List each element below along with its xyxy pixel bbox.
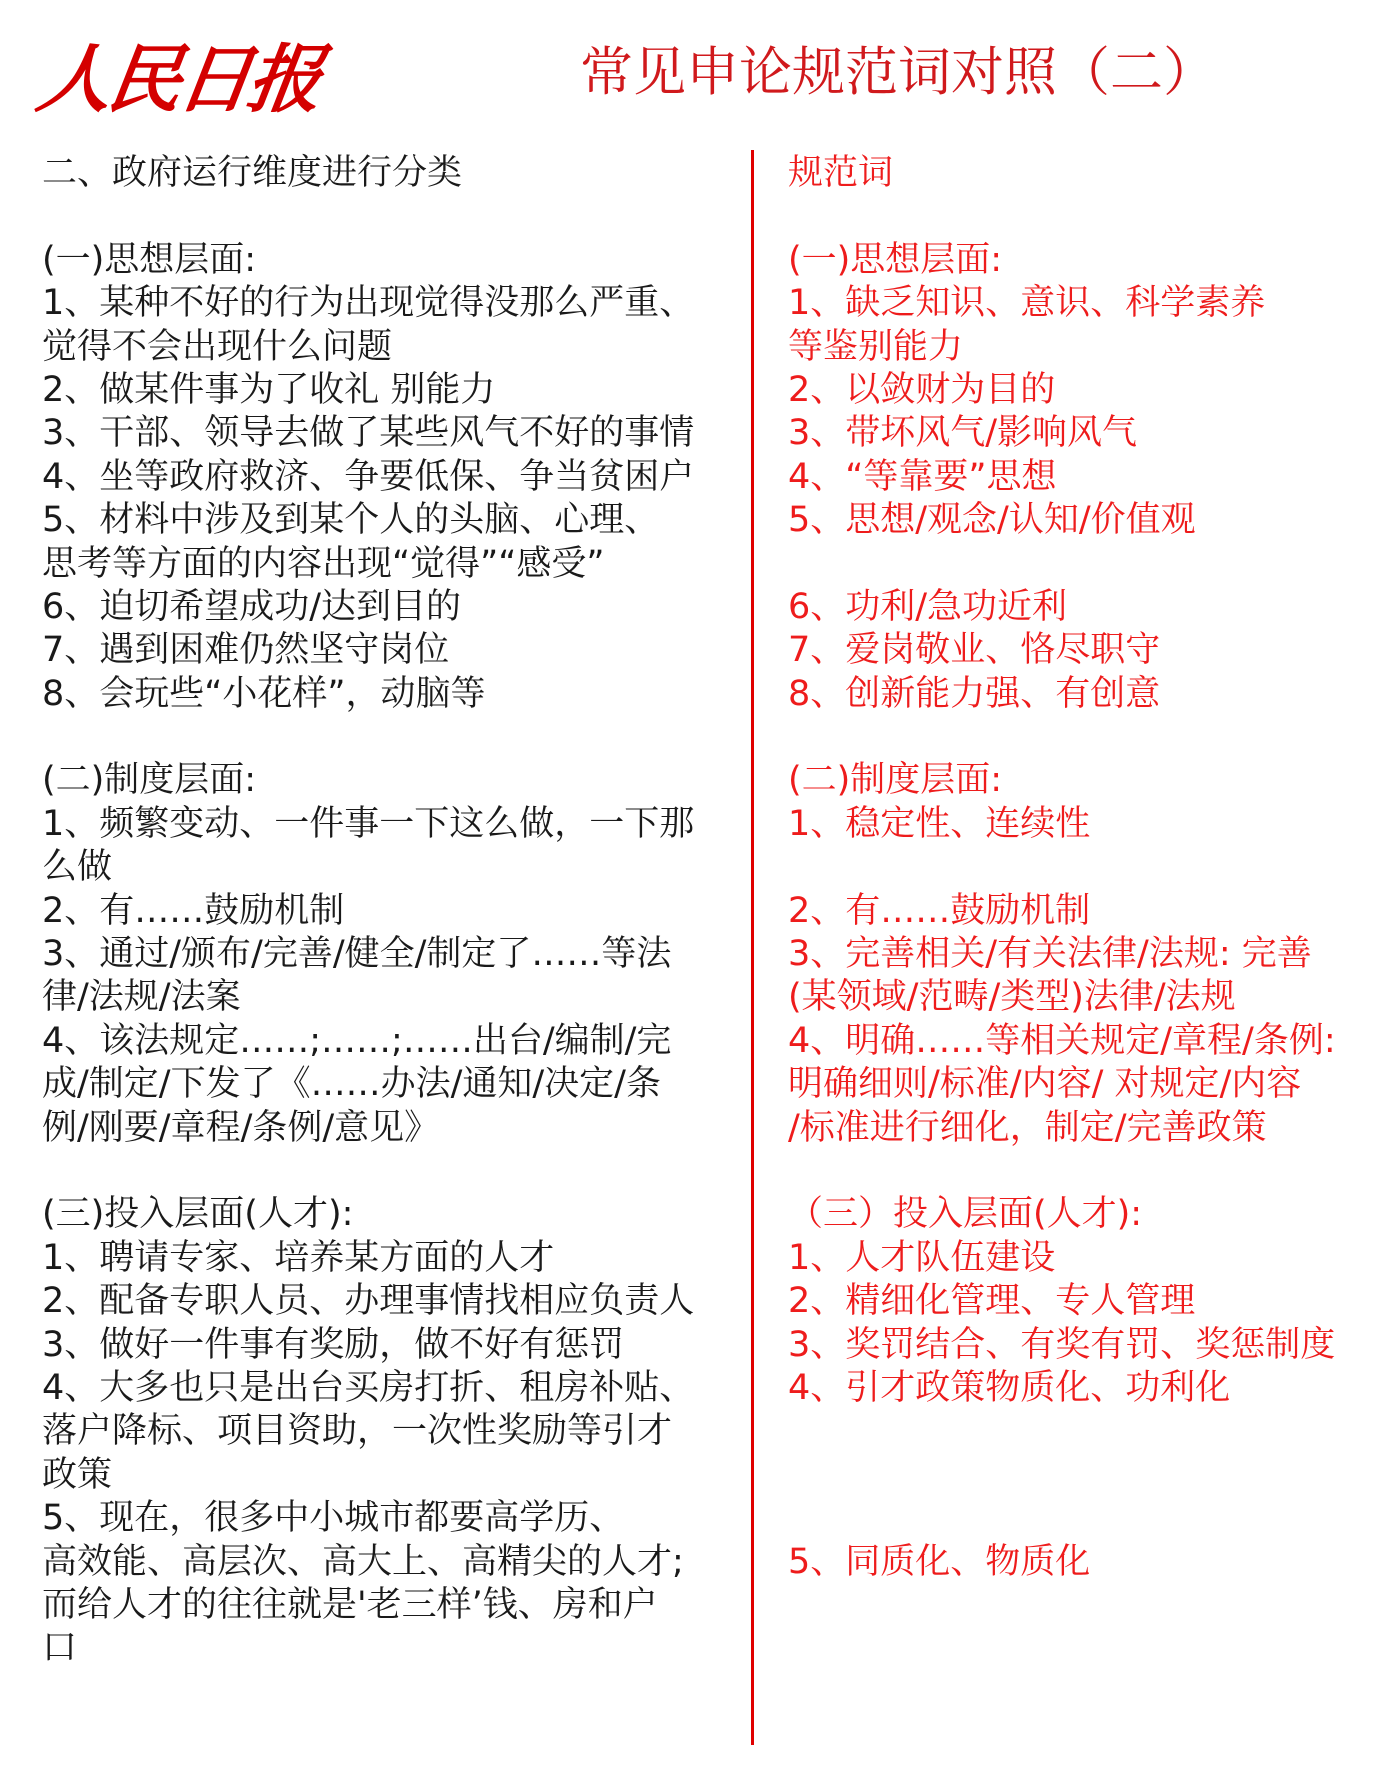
left-column-line: 1、聘请专家、培养某方面的人才 bbox=[42, 1237, 555, 1278]
right-column-line: 7、爱岗敬业、恪尽职守 bbox=[788, 630, 1161, 671]
left-column-line bbox=[42, 716, 732, 759]
left-column-line: 1、某种不好的行为出现觉得没那么严重、 bbox=[42, 283, 695, 324]
left-column-line: 二、政府运行维度进行分类 bbox=[42, 153, 463, 193]
left-column-line: 7、遇到困难仍然坚守岗位 bbox=[42, 630, 450, 671]
left-column-line: 思考等方面的内容出现“觉得”“感受” bbox=[42, 543, 605, 584]
right-column-line bbox=[788, 846, 1368, 889]
left-column-line: 2、做某件事为了收礼 别能力 bbox=[42, 369, 496, 410]
right-column-line: 4、引才政策物质化、功利化 bbox=[788, 1367, 1231, 1408]
left-column-line: 3、通过/颁布/完善/健全/制定了……等法 bbox=[42, 934, 672, 975]
left-column-line: 5、材料中涉及到某个人的头脑、心理、 bbox=[42, 500, 660, 541]
right-column-line: (一)思想层面: bbox=[788, 239, 1003, 280]
right-column-line: (某领域/范畴/类型)法律/法规 bbox=[788, 977, 1236, 1018]
left-column-line: 2、配备专职人员、办理事情找相应负责人 bbox=[42, 1281, 695, 1322]
right-column-line: 3、奖罚结合、有奖有罚、奖惩制度 bbox=[788, 1324, 1336, 1365]
right-column-line: (二)制度层面: bbox=[788, 760, 1003, 801]
column-divider bbox=[751, 150, 754, 1745]
left-column-line: (三)投入层面(人才): bbox=[42, 1194, 354, 1235]
newspaper-logo: 人民日报 bbox=[31, 37, 325, 123]
right-column-line bbox=[788, 1497, 1368, 1540]
left-column-line: 5、现在，很多中小城市都要高学历、 bbox=[42, 1498, 625, 1539]
right-column-line: 2、以敛财为目的 bbox=[788, 369, 1056, 410]
left-column-line: 成/制定/下发了《……办法/通知/决定/条 bbox=[42, 1064, 661, 1105]
right-column-line: 1、缺乏知识、意识、科学素养 bbox=[788, 283, 1266, 324]
left-column-line: 3、做好一件事有奖励，做不好有惩罚 bbox=[42, 1324, 625, 1365]
right-column-line: 规范词 bbox=[788, 153, 894, 193]
left-column-line: 么做 bbox=[42, 847, 113, 888]
right-column-line: 6、功利/急功近利 bbox=[788, 586, 1068, 627]
left-column-line: 而给人才的往往就是'老三样’钱、房和户 bbox=[42, 1584, 658, 1625]
left-column-line: 4、大多也只是出台买房打折、租房补贴、 bbox=[42, 1367, 695, 1408]
left-column-line: 高效能、高层次、高大上、高精尖的人才; bbox=[42, 1541, 684, 1582]
left-column-line: 4、该法规定……;……;……出台/编制/完 bbox=[42, 1020, 672, 1061]
left-column-line: 落户降标、项目资助，一次性奖励等引才 bbox=[42, 1411, 673, 1452]
right-column-line: 2、有……鼓励机制 bbox=[788, 890, 1091, 931]
left-column-line: 6、迫切希望成功/达到目的 bbox=[42, 586, 462, 627]
right-column-line: （三）投入层面(人才): bbox=[788, 1194, 1143, 1235]
left-column-line: 4、坐等政府救济、争要低保、争当贫困户 bbox=[42, 456, 695, 497]
left-column-line: 觉得不会出现什么问题 bbox=[42, 326, 393, 367]
right-column-line: 1、人才队伍建设 bbox=[788, 1237, 1056, 1278]
right-column-line bbox=[788, 716, 1368, 759]
right-column-line: 8、创新能力强、有创意 bbox=[788, 673, 1161, 714]
right-column-line: 等鉴别能力 bbox=[788, 326, 964, 367]
left-column-line: 8、会玩些“小花样”，动脑等 bbox=[42, 673, 486, 714]
standard-terms-column bbox=[788, 152, 1368, 1584]
right-column-line: 5、思想/观念/认知/价值观 bbox=[788, 500, 1196, 541]
left-column-line: 3、干部、领导去做了某些风气不好的事情 bbox=[42, 413, 695, 454]
right-column-line: 明确细则/标准/内容/ 对规定/内容 bbox=[788, 1064, 1302, 1105]
right-column-line bbox=[788, 1410, 1368, 1453]
right-column-line: 3、完善相关/有关法律/法规: 完善 bbox=[788, 934, 1312, 975]
page-title: 常见申论规范词对照（二） bbox=[580, 42, 1216, 103]
left-column-line: (一)思想层面: bbox=[42, 239, 257, 280]
right-column-line: 4、“等靠要”思想 bbox=[788, 456, 1057, 497]
right-column-line: 2、精细化管理、专人管理 bbox=[788, 1281, 1196, 1322]
right-column-line: 4、明确……等相关规定/章程/条例: bbox=[788, 1020, 1336, 1061]
left-column-line bbox=[42, 1150, 732, 1193]
right-column-line bbox=[788, 543, 1368, 586]
left-column-line: 1、频繁变动、一件事一下这么做，一下那 bbox=[42, 803, 695, 844]
right-column-line bbox=[788, 1454, 1368, 1497]
right-column-line bbox=[788, 1150, 1368, 1193]
left-column-line: 例/刚要/章程/条例/意见》 bbox=[42, 1107, 440, 1148]
right-column-line: 3、带坏风气/影响风气 bbox=[788, 413, 1138, 454]
right-column-line bbox=[788, 195, 1368, 238]
original-expressions-column bbox=[42, 152, 732, 1671]
left-column-line: 律/法规/法案 bbox=[42, 977, 241, 1018]
left-column-line: 口 bbox=[42, 1628, 78, 1669]
left-column-line bbox=[42, 195, 732, 238]
left-column-line: (二)制度层面: bbox=[42, 760, 257, 801]
right-column-line: 5、同质化、物质化 bbox=[788, 1541, 1091, 1582]
right-column-line: /标准进行细化，制定/完善政策 bbox=[788, 1107, 1267, 1148]
left-column-line: 政策 bbox=[42, 1454, 113, 1495]
left-column-line: 2、有……鼓励机制 bbox=[42, 890, 345, 931]
right-column-line: 1、稳定性、连续性 bbox=[788, 803, 1091, 844]
